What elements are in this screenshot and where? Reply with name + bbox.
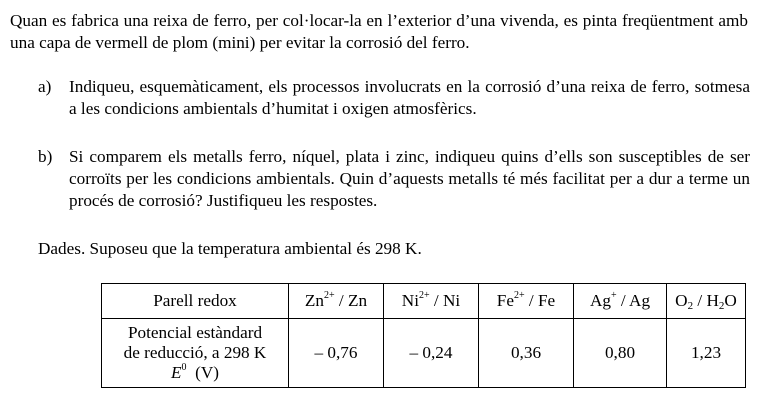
table-value-row [102,319,746,388]
intro-paragraph: Quan es fabrica una reixa de ferro, per col·locar-la en l’exterior d’una vivenda, es pinta freqüentment amb una capa de vermell de plom (mini) per evitar la corrosió del ferro. [10,11,748,52]
row-label-cell [102,319,289,388]
row-header-cell: Parell redox [102,284,289,319]
pair-ni: $Ni^{2+}$ / Ni [384,284,479,319]
question-b [38,146,750,212]
row-label-symbol-sup: 0 [181,362,187,373]
pair-fe: $Fe^{2+}$ / Fe [479,284,574,319]
table-header-row [102,284,746,319]
question-a [38,76,750,120]
pair-ag: Ag+ / Ag [574,284,667,319]
pair-o2-h2o: $O_2 / H_2O$ [667,284,746,319]
row-label-symbol: E [171,363,182,382]
dades-text: Dades. Suposeu que la temperatura ambiental és 298 K. [38,239,422,258]
row-label-unit: (V) [195,363,219,382]
redox-table [101,283,746,388]
value-ag: 0,80 [574,319,667,388]
question-b-label: b) [38,147,53,166]
question-a-text: Indiqueu, esquemàticament, els processos involucrats en la corrosió d’una reixa de ferro, sotmesa a les condicions ambientals d’humitat i oxigen atmosfèrics. [69,77,750,118]
row-label-line1: Potencial estàndard [127,323,263,342]
pair-zn: $Zn^{2+}$ / Zn [289,284,384,319]
value-fe: 0,36 [479,319,574,388]
question-b-text: Si comparem els metalls ferro, níquel, plata i zinc, indiqueu quins d’ells son susceptibles de ser corroïts per les condicions ambientals. Quin d’aquests metalls té més facilitat per a dur a terme un procés de corrosió? Justifiqueu les respostes. [69,147,750,210]
value-o2-h2o: 1,23 [667,319,746,388]
value-ni: – 0,24 [384,319,479,388]
question-a-label: a) [38,77,52,96]
row-label-line2: de reducció, a 298 K [123,343,267,362]
value-zn: – 0,76 [289,319,384,388]
